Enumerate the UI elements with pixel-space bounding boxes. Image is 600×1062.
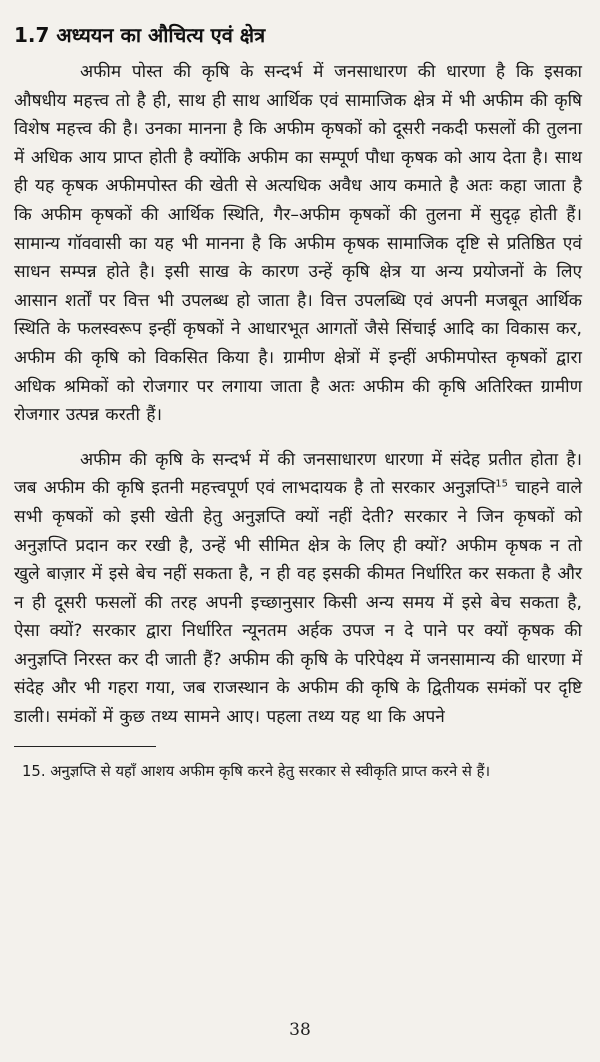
body-text — [14, 58, 582, 732]
paragraph-2-part-1: अफीम की कृषि के सन्दर्भ में की जनसाधारण धारणा में संदेह प्रतीत होता है। जब अफीम की कृषि इतनी महत्त्वपूर्ण एवं लाभदायक है तो सरकार अनुज्ञप्ति — [14, 449, 582, 499]
paragraph-2-part-2: चाहने वाले सभी कृषकों को इसी खेती हेतु अनुज्ञप्ति क्यों नहीं देती? सरकार ने जिन कृषकों को अनुज्ञप्ति प्रदान कर रखी है, उन्हें भी सीमित क्षेत्र के लिए ही क्यों? अफीम कृषक न तो खुले बाज़ार में इसे बेच नहीं सकता है, न ही वह इसकी कीमत निर्धारित कर सकता है और न ही दूसरी फसलों की तरह अपनी इच्छानुसार किसी अन्य समय में इसे बेच सकता है, ऐसा क्यों? सरकार द्वारा निर्धारित न्यूनतम अर्हक उपज न दे पाने पर क्यों कृषक की अनुज्ञप्ति निरस्त कर दी जाती हैं? अफीम की कृषि के परिपेक्ष्य में जनसामान्य की धारणा में संदेह और भी गहरा गया, जब राजस्थान के अफीम की कृषि के द्वितीयक समंकों पर दृष्टि डाली। समंकों में कुछ तथ्य सामने आए। पहला तथ्य यह था कि अपने — [14, 478, 582, 728]
footnote-marker: 15 — [495, 478, 509, 490]
section-heading: 1.7 अध्ययन का औचित्य एवं क्षेत्र — [14, 23, 266, 47]
page-number: 38 — [289, 1020, 311, 1040]
paragraph-1: अफीम पोस्त की कृषि के सन्दर्भ में जनसाधारण की धारणा है कि इसका औषधीय महत्त्व तो है ही, साथ ही साथ आर्थिक एवं सामाजिक क्षेत्र में भी अफीम की कृषि विशेष महत्त्व की है। उनका मानना है कि अफीम कृषकों को दूसरी नकदी फसलों की तुलना में अधिक आय प्राप्त होती है क्योंकि अफीम का सम्पूर्ण पौधा कृषक को आय देता है। साथ ही यह कृषक अफीमपोस्त की खेती से अत्यधिक अवैध आय कमाते है अतः कहा जाता है कि अफीम कृषकों की आर्थिक स्थिति, गैर–अफीम कृषकों की तुलना में सुदृढ़ होती हैं। सामान्य गॉववासी का यह भी मानना है कि अफीम कृषक सामाजिक दृष्टि से प्रतिष्ठित एवं साधन सम्पन्न होते है। इसी साख के कारण उन्हें कृषि क्षेत्र या अन्य प्रयोजनों के लिए आसान शर्तों पर वित्त भी उपलब्ध हो जाता है। वित्त उपलब्धि एवं अपनी मजबूत आर्थिक स्थिति के फलस्वरूप इन्हीं कृषकों ने आधारभूत आगतों जैसे सिंचाई आदि का विकास कर, अफीम की कृषि को विकसित किया है। ग्रामीण क्षेत्रों में इन्हीं अफीमपोस्त कृषकों द्वारा अधिक श्रमिकों को रोजगार पर लगाया जाता है अतः अफीम की कृषि अतिरिक्त ग्रामीण रोजगार उत्पन्न करती हैं। — [14, 62, 582, 426]
footnote-divider — [14, 746, 156, 747]
paragraph-2 — [14, 446, 582, 732]
footnote-15: 15. अनुज्ञप्ति से यहाँ आशय अफीम कृषि करने हेतु सरकार से स्वीकृति प्राप्त करने से हैं। — [22, 762, 491, 780]
